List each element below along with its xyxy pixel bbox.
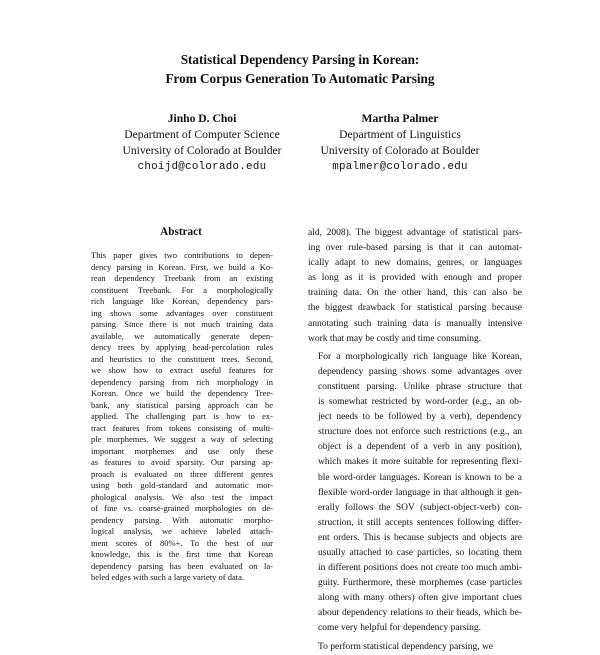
abstract-line: dency trees by applying head-percolation rules [91,342,273,352]
body-line: constituent parsing. Unlike phrase structure that [318,381,522,392]
abstract-line: This paper gives two contributions to depen- [91,250,273,260]
abstract-line: of fine vs. coarse-grained morphologies on de- [91,503,273,513]
abstract-line: and heuristics to the constituent trees. Second, [91,353,273,364]
body-line: structure does not enforce such restrictions (e.g., an [318,427,522,438]
body-line: ald, 2008). The biggest advantage of statistical pars- [308,228,522,238]
body-line: the biggest drawback for statistical parsing because [308,303,522,314]
author-department: Department of Computer Science [124,128,280,141]
body-line: To perform statistical dependency parsing, we [318,641,494,652]
author-email: choijd@colorado.edu [137,161,267,173]
abstract-line: important morphemes and use only these [91,445,273,456]
body-line: erally follows the SOV (subject-object-verb) con- [318,502,522,513]
abstract-line: available, we automatically generate depen- [91,330,273,341]
abstract-line: tract features from tokens consisting of multi- [91,422,273,433]
author-name: Jinho D. Choi [167,112,237,125]
body-line: annotating such training data is manually intensive [308,318,522,329]
abstract-line: bank, any statistical parsing approach can be [91,399,273,410]
body-paragraph-3 [308,640,522,655]
author-department: Department of Linguistics [339,128,461,141]
body-line: which makes it more suitable for representing flexi- [318,457,522,468]
body-line: is somewhat restricted by word-order (e.g., an ob- [318,397,522,408]
body-line: come very helpful for dependency parsing. [318,623,482,634]
abstract-line: phological analysis. We also test the impact [91,491,273,502]
abstract-line: Korean. Once we build the dependency Tree- [91,388,273,398]
abstract-line: dency parsing in Korean. First, we build a Ko- [91,261,273,272]
body-paragraph-2 [308,350,522,637]
paper-title [0,50,600,88]
body-line: as long as it is provided with enough and proper [308,273,522,284]
body-line: dependency parsing shows some advantages over [318,366,522,377]
abstract-heading: Abstract [160,226,202,238]
body-line: flexible word-order language in that although it gen- [318,487,522,498]
abstract-line: pendency parsing. With automatic morpho- [91,514,273,525]
abstract-line: knowledge, this is the first time that Korean [91,549,273,559]
body-text-column [308,226,522,652]
abstract-line: beled edges with such a large variety of data. [91,572,245,582]
body-paragraph-1 [308,226,522,347]
abstract-line: rich language like Korean, dependency pars- [91,296,273,306]
body-line: work that may be costly and time consuming. [308,333,482,344]
abstract-line: rean dependency Treebank from an existing [91,273,273,283]
body-line: ble word-order languages. Korean is known to be a [318,472,522,483]
body-line: object is a dependent of a verb in any position), [318,442,522,453]
title-line-1: Statistical Dependency Parsing in Korean: [180,52,420,67]
abstract-line: parsing. Since there is not much training data [91,319,273,329]
body-line: in different positions does not create too much ambi- [318,563,522,574]
author-email: mpalmer@colorado.edu [332,161,468,173]
abstract-line: applied. The challenging part is how to ex- [91,411,273,421]
body-line: ent orders. This is because subjects and objects are [318,532,522,543]
body-line: struction, it still accepts sentences following differ- [318,517,522,528]
body-line: training data. On the other hand, this can also be [308,288,522,299]
abstract-line: ple morphemes. We suggest a way of selecting [91,434,273,444]
abstract-line: logical analysis, we achieve labeled attach- [91,526,273,536]
body-line: guity. Furthermore, these morphemes (case particles [318,578,522,589]
abstract-line: using both gold-standard and automatic mor- [91,480,273,490]
author-block-2 [280,111,520,175]
body-line: usually attached to case particles, so locating them [318,547,522,558]
abstract-line: we show how to extract useful features for [91,365,273,375]
abstract-line: dependency parsing has been evaluated on la- [91,560,273,571]
abstract-body [91,250,273,584]
abstract-line: as features to avoid sparsity. Our parsing ap- [91,457,273,467]
abstract-line: constituent Treebank. For a morphologically [91,284,273,295]
abstract-line: ment scores of 80%+. To the best of our [91,537,273,548]
author-university: University of Colorado at Boulder [320,144,480,157]
abstract-line: dependency parsing from rich morphology in [91,376,273,387]
abstract-line: ing shows some advantages over constituent [91,307,273,318]
body-line: ically adapt to new domains, genres, or languages [308,258,522,269]
abstract-line: proach is evaluated on three different genres [91,468,273,479]
title-line-2: From Corpus Generation To Automatic Parsing [165,71,435,86]
body-line: about dependency relations to their heads, which be- [318,608,522,619]
body-line: ject needs to be followed by a verb), dependency [318,412,522,423]
author-university: University of Colorado at Boulder [122,144,282,157]
author-name: Martha Palmer [361,112,439,125]
body-line: along with many others) often give important clues [318,593,522,604]
body-line: ing over rule-based parsing is that it can automat- [308,243,522,254]
body-line: For a morphologically rich language like Korean, [318,351,522,362]
